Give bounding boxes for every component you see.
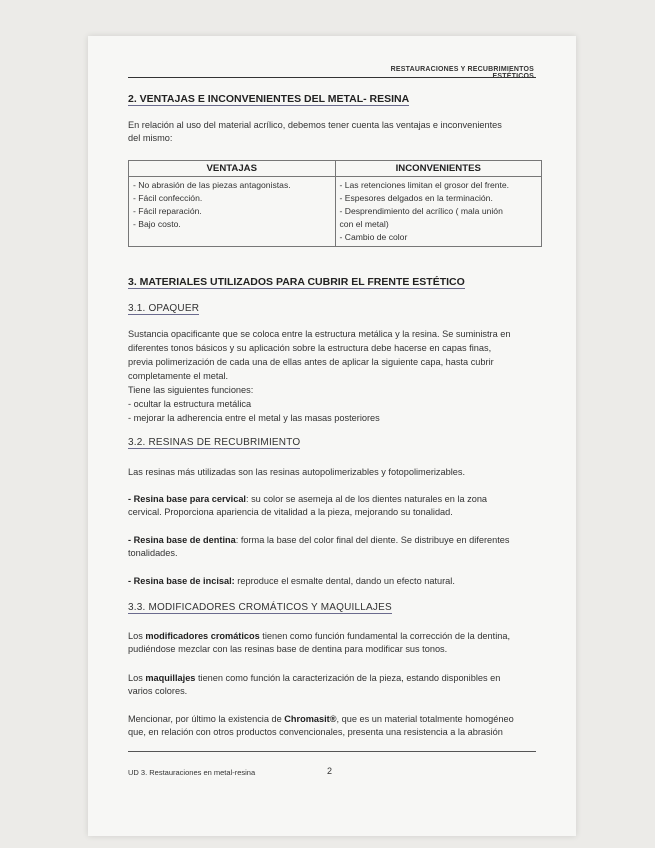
modificadores-line-1: Los modificadores cromáticos tienen como función fundamental la corrección de la dentina, (128, 631, 511, 641)
inconvenientes-cell (335, 177, 542, 247)
inconveniente-item: - Desprendimiento del acrílico ( mala unión (339, 206, 503, 216)
inconveniente-item: - Cambio de color (339, 232, 408, 242)
section-3-title: 3. MATERIALES UTILIZADOS PARA CUBRIR EL FRENTE ESTÉTICO (128, 276, 465, 288)
inconvenientes-header: INCONVENIENTES (335, 161, 542, 177)
subsection-3-1-title: 3.1. OPAQUER (128, 303, 200, 314)
paragraph-line: Sustancia opacificante que se coloca entre la estructura metálica y la resina. Se suministra en (128, 329, 511, 339)
ventaja-item: - Fácil reparación. (133, 206, 202, 216)
section-2-intro-line-1: En relación al uso del material acrílico, debemos tener cuenta las ventajas e inconvenientes (128, 120, 502, 130)
subsection-3-3-title: 3.3. MODIFICADORES CROMÁTICOS Y MAQUILLAJES (128, 602, 392, 613)
resina-cervical-line-2: cervical. Proporciona apariencia de vitalidad a la pieza, mejorando su tonalidad. (128, 507, 453, 517)
ventajas-header: VENTAJAS (129, 161, 336, 177)
ventaja-item: - No abrasión de las piezas antagonistas. (133, 180, 291, 190)
inconveniente-item: - Espesores delgados en la terminación. (339, 193, 493, 203)
paragraph-line: diferentes tonos básicos y su aplicación sobre la estructura debe hacerse en capas finas, (128, 343, 492, 353)
inconveniente-item: - Las retenciones limitan el grosor del frente. (339, 180, 510, 190)
page-number: 2 (327, 766, 333, 776)
paragraph-line: previa polimerización de cada una de ellas antes de aplicar la siguiente capa, hasta cubrir (128, 357, 494, 367)
paragraph-line: completamente el metal. (128, 371, 229, 381)
chromasit-line-1: Mencionar, por último la existencia de Chromasit®, que es un material totalmente homogéneo (128, 714, 514, 724)
section-2-title: 2. VENTAJAS E INCONVENIENTES DEL METAL- RESINA (128, 93, 410, 105)
modificadores-line-2: pudiéndose mezclar con las resinas base de dentina para modificar sus tonos. (128, 644, 448, 654)
chromasit-line-2: que, en relación con otros productos convencionales, presenta una resistencia a la abrasión (128, 727, 503, 737)
resina-incisal-line: - Resina base de incisal: reproduce el esmalte dental, dando un efecto natural. (128, 576, 455, 586)
resinas-intro: Las resinas más utilizadas son las resinas autopolimerizables y fotopolimerizables. (128, 467, 466, 477)
ventajas-cell (129, 177, 336, 247)
resina-cervical-line-1: - Resina base para cervical: su color se asemeja al de los dientes naturales en la zona (128, 494, 488, 504)
footer-rule (128, 751, 536, 752)
maquillajes-line-1: Los maquillajes tienen como función la caracterización de la pieza, estando disponibles en (128, 673, 501, 683)
header-rule (128, 77, 536, 78)
inconveniente-item: con el metal) (339, 219, 389, 229)
paragraph-line: - ocultar la estructura metálica (128, 399, 252, 409)
ventaja-item: - Bajo costo. (133, 219, 181, 229)
paragraph-line: Tiene las siguientes funciones: (128, 385, 254, 395)
resina-dentina-line-2: tonalidades. (128, 548, 178, 558)
subsection-3-2-title: 3.2. RESINAS DE RECUBRIMIENTO (128, 437, 301, 448)
ventaja-item: - Fácil confección. (133, 193, 203, 203)
running-header: RESTAURACIONES Y RECUBRIMIENTOS (390, 66, 534, 73)
advantages-table (128, 160, 542, 247)
resina-dentina-line-1: - Resina base de dentina: forma la base del color final del diente. Se distribuye en diferentes (128, 535, 510, 545)
footer-unit-label: UD 3. Restauraciones en metal-resina (128, 768, 256, 777)
section-2-intro-line-2: del mismo: (128, 133, 173, 143)
paragraph-line: - mejorar la adherencia entre el metal y las masas posteriores (128, 413, 380, 423)
maquillajes-line-2: varios colores. (128, 686, 188, 696)
subsection-3-1-body (128, 327, 542, 425)
